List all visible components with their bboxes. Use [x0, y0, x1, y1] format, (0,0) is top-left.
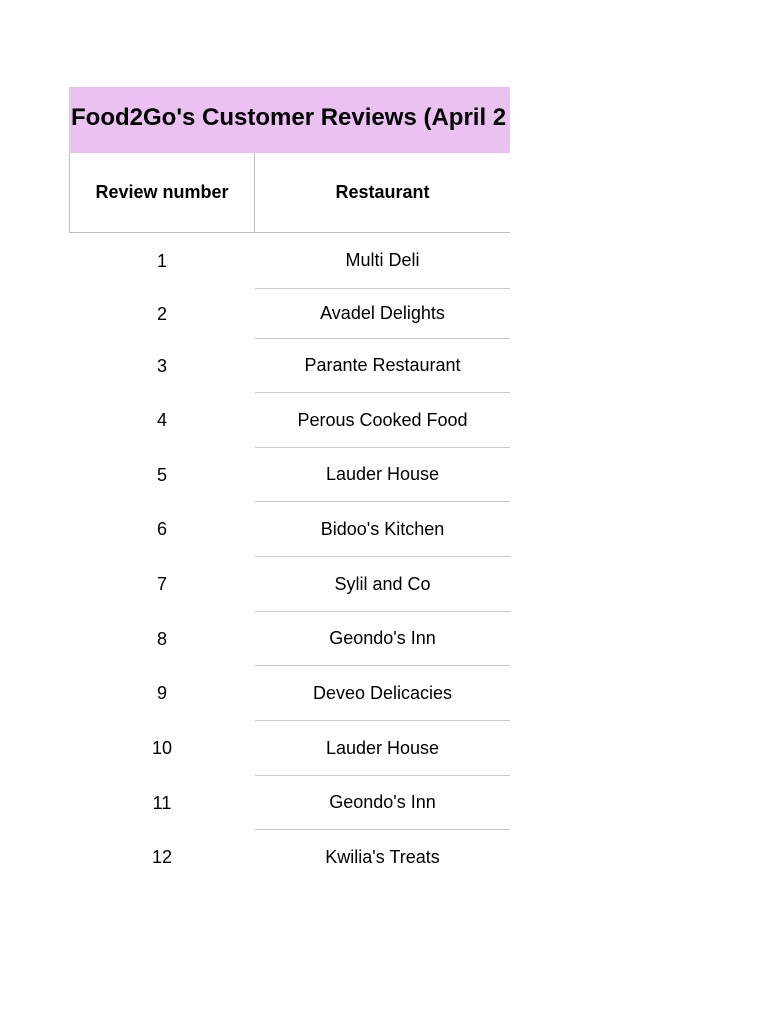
reviews-sheet: [69, 87, 510, 867]
sheet-title-bar: [69, 87, 510, 153]
review-number-cell: 3: [156, 355, 167, 376]
restaurant-cell: Lauder House: [255, 721, 510, 776]
table-row: [69, 502, 510, 557]
restaurant-cell: Geondo's Inn: [255, 776, 510, 830]
header-restaurant: Restaurant: [335, 182, 430, 202]
restaurant-cell: Lauder House: [255, 448, 510, 502]
review-number-cell: 9: [156, 683, 167, 703]
restaurant-cell: Perous Cooked Food: [255, 393, 510, 448]
restaurant-cell: Kwilia's Treats: [325, 847, 440, 867]
table-row: [69, 721, 510, 776]
table-row: [69, 393, 510, 448]
table-row: [69, 557, 510, 612]
review-number-cell: 10: [151, 738, 173, 758]
review-number-cell: 8: [156, 628, 167, 649]
table-row: [69, 289, 510, 339]
table-row: [69, 830, 510, 885]
table-row: [69, 776, 510, 830]
review-number-cell: 5: [156, 464, 167, 485]
review-number-cell: 1: [156, 250, 167, 271]
table-header-row: [69, 153, 510, 233]
review-number-cell: 6: [156, 519, 167, 539]
restaurant-cell: Multi Deli: [255, 233, 510, 289]
table-row: [69, 448, 510, 502]
table-row: [69, 339, 510, 393]
header-review-number: Review number: [69, 153, 255, 232]
table-row: [69, 233, 510, 289]
table-row: [69, 666, 510, 721]
sheet-title: Food2Go's Customer Reviews (April 2: [71, 104, 507, 131]
restaurant-cell: Geondo's Inn: [255, 612, 510, 666]
restaurant-cell: Sylil and Co: [255, 557, 510, 612]
review-number-cell: 11: [152, 792, 172, 813]
review-number-cell: 12: [151, 847, 173, 867]
table-row: [69, 612, 510, 666]
restaurant-cell: Avadel Delights: [255, 289, 510, 339]
restaurant-cell: Bidoo's Kitchen: [255, 502, 510, 557]
review-number-cell: 2: [156, 303, 167, 324]
restaurant-cell: Parante Restaurant: [255, 339, 510, 393]
review-number-cell: 4: [156, 410, 167, 430]
review-number-cell: 7: [156, 574, 167, 594]
restaurant-cell: Deveo Delicacies: [255, 666, 510, 721]
